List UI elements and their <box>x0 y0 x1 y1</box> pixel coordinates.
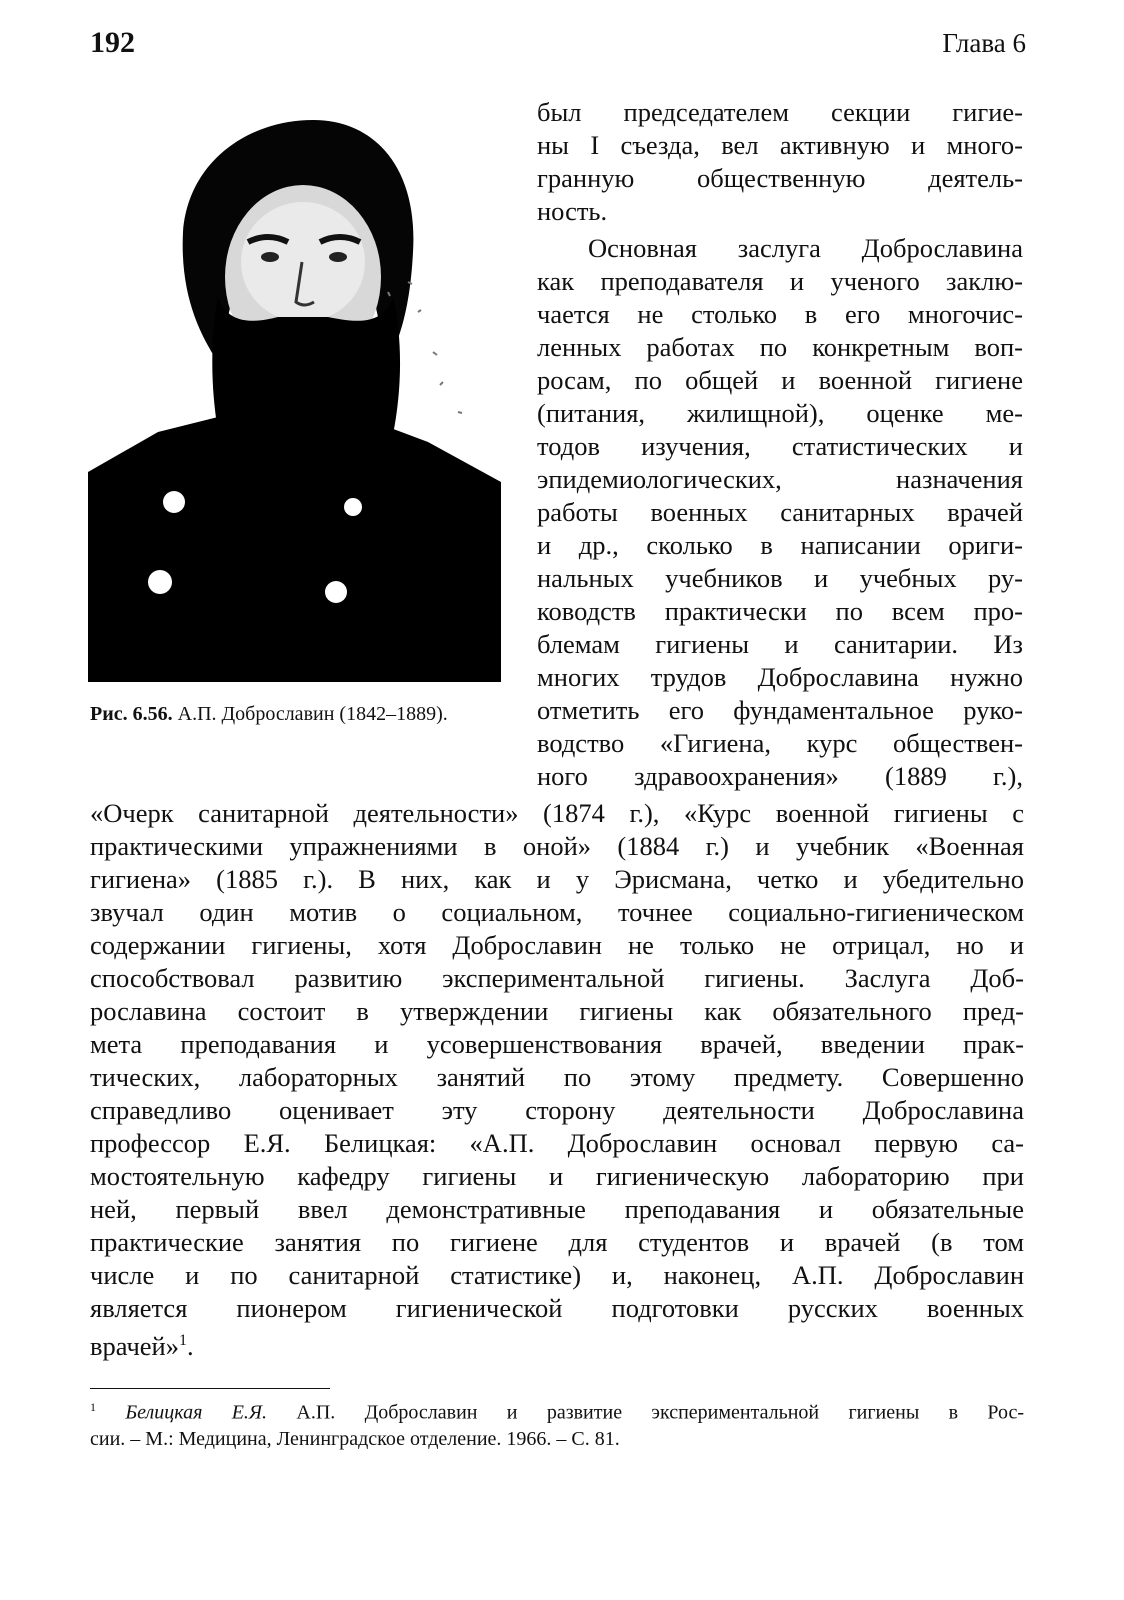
body-line: был председателем секции гигие- <box>537 97 1023 127</box>
body-line: «Очерк санитарной деятельности» (1874 г.), «Курс военной гигиены с <box>90 798 1024 828</box>
body-line: (питания, жилищной), оценке ме- <box>537 398 1023 428</box>
body-line: числе и по санитарной статистике) и, наконец, А.П. Доброславин <box>90 1260 1024 1290</box>
body-line: практическими упражнениями в оной» (1884 г.) и учебник «Военная <box>90 831 1024 861</box>
footnote-line <box>90 1400 1024 1425</box>
page-number: 192 <box>90 26 135 59</box>
footnote-text: А.П. Доброславин и развитие экспериментальной гигиены в Рос- <box>296 1401 1025 1424</box>
running-head: Глава 6 <box>942 28 1026 58</box>
body-line: как преподавателя и ученого заклю- <box>537 266 1023 296</box>
coat-button <box>344 498 362 516</box>
body-line: эпидемиологических, назначения <box>537 464 1023 494</box>
body-line: тодов изучения, статистических и <box>537 431 1023 461</box>
body-line: справедливо оценивает эту сторону деятельности Доброславина <box>90 1095 1024 1125</box>
body-line: мета преподавания и усовершенствования врачей, введении прак- <box>90 1029 1024 1059</box>
footnote-author: Белицкая Е.Я. <box>125 1401 268 1424</box>
body-line: ность. <box>537 196 608 226</box>
body-line: рославина состоит в утверждении гигиены как обязательного пред- <box>90 996 1024 1026</box>
body-line: блемам гигиены и санитарии. Из <box>537 629 1023 659</box>
coat-button <box>148 570 172 594</box>
body-line: работы военных санитарных врачей <box>537 497 1023 527</box>
body-line: является пионером гигиенической подготовки русских военных <box>90 1293 1024 1323</box>
body-line: врачей» <box>90 1330 179 1361</box>
body-line: водство «Гигиена, курс обществен- <box>537 728 1023 758</box>
footnote-marker: 1 <box>90 1400 96 1414</box>
body-last-line: врачей»$^1$. <box>90 1330 194 1361</box>
body-line: способствовал развитию экспериментальной гигиены. Заслуга Доб- <box>90 963 1024 993</box>
body-line: ны I съезда, вел активную и много- <box>537 130 1023 160</box>
body-line: многих трудов Доброславина нужно <box>537 662 1023 692</box>
body-line: гигиена» (1885 г.). В них, как и у Эрисмана, четко и убедительно <box>90 864 1024 894</box>
body-line: нальных учебников и учебных ру- <box>537 563 1023 593</box>
body-line: профессор Е.Я. Белицкая: «А.П. Доброславин основал первую са- <box>90 1128 1024 1158</box>
body-line: ководств практически по всем про- <box>537 596 1023 626</box>
footnote-reference[interactable]: 1 <box>179 1332 187 1349</box>
body-line: тических, лабораторных занятий по этому предмету. Совершенно <box>90 1062 1024 1092</box>
body-line: гранную общественную деятель- <box>537 163 1023 193</box>
body-line: Основная заслуга Доброславина <box>588 233 1023 263</box>
figure-label: Рис. 6.56. <box>90 703 173 725</box>
figure-caption-text: А.П. Доброславин (1842–1889). <box>177 703 448 725</box>
body-line: ней, первый ввел демонстративные преподавания и обязательные <box>90 1194 1024 1224</box>
body-line: и др., сколько в написании ориги- <box>537 530 1023 560</box>
footnote-divider <box>90 1388 330 1389</box>
body-line: отметить его фундаментальное руко- <box>537 695 1023 725</box>
coat-button <box>325 581 347 603</box>
footnote-line: сии. – М.: Медицина, Ленинградское отделение. 1966. – С. 81. <box>90 1428 620 1450</box>
body-line: росам, по общей и военной гигиене <box>537 365 1023 395</box>
body-line: ленных работах по конкретным воп- <box>537 332 1023 362</box>
body-line: звучал один мотив о социальном, точнее социально-гигиеническом <box>90 897 1024 927</box>
coat-button <box>163 491 185 513</box>
portrait-photo <box>88 112 501 682</box>
beard-shape <box>212 297 400 532</box>
figure-caption <box>90 703 520 726</box>
body-line: чается не столько в его многочис- <box>537 299 1023 329</box>
body-line: ного здравоохранения» (1889 г.), <box>537 761 1023 791</box>
body-line: мостоятельную кафедру гигиены и гигиеническую лабораторию при <box>90 1161 1024 1191</box>
body-line: практические занятия по гигиене для студентов и врачей (в том <box>90 1227 1024 1257</box>
body-line: содержании гигиены, хотя Доброславин не только не отрицал, но и <box>90 930 1024 960</box>
